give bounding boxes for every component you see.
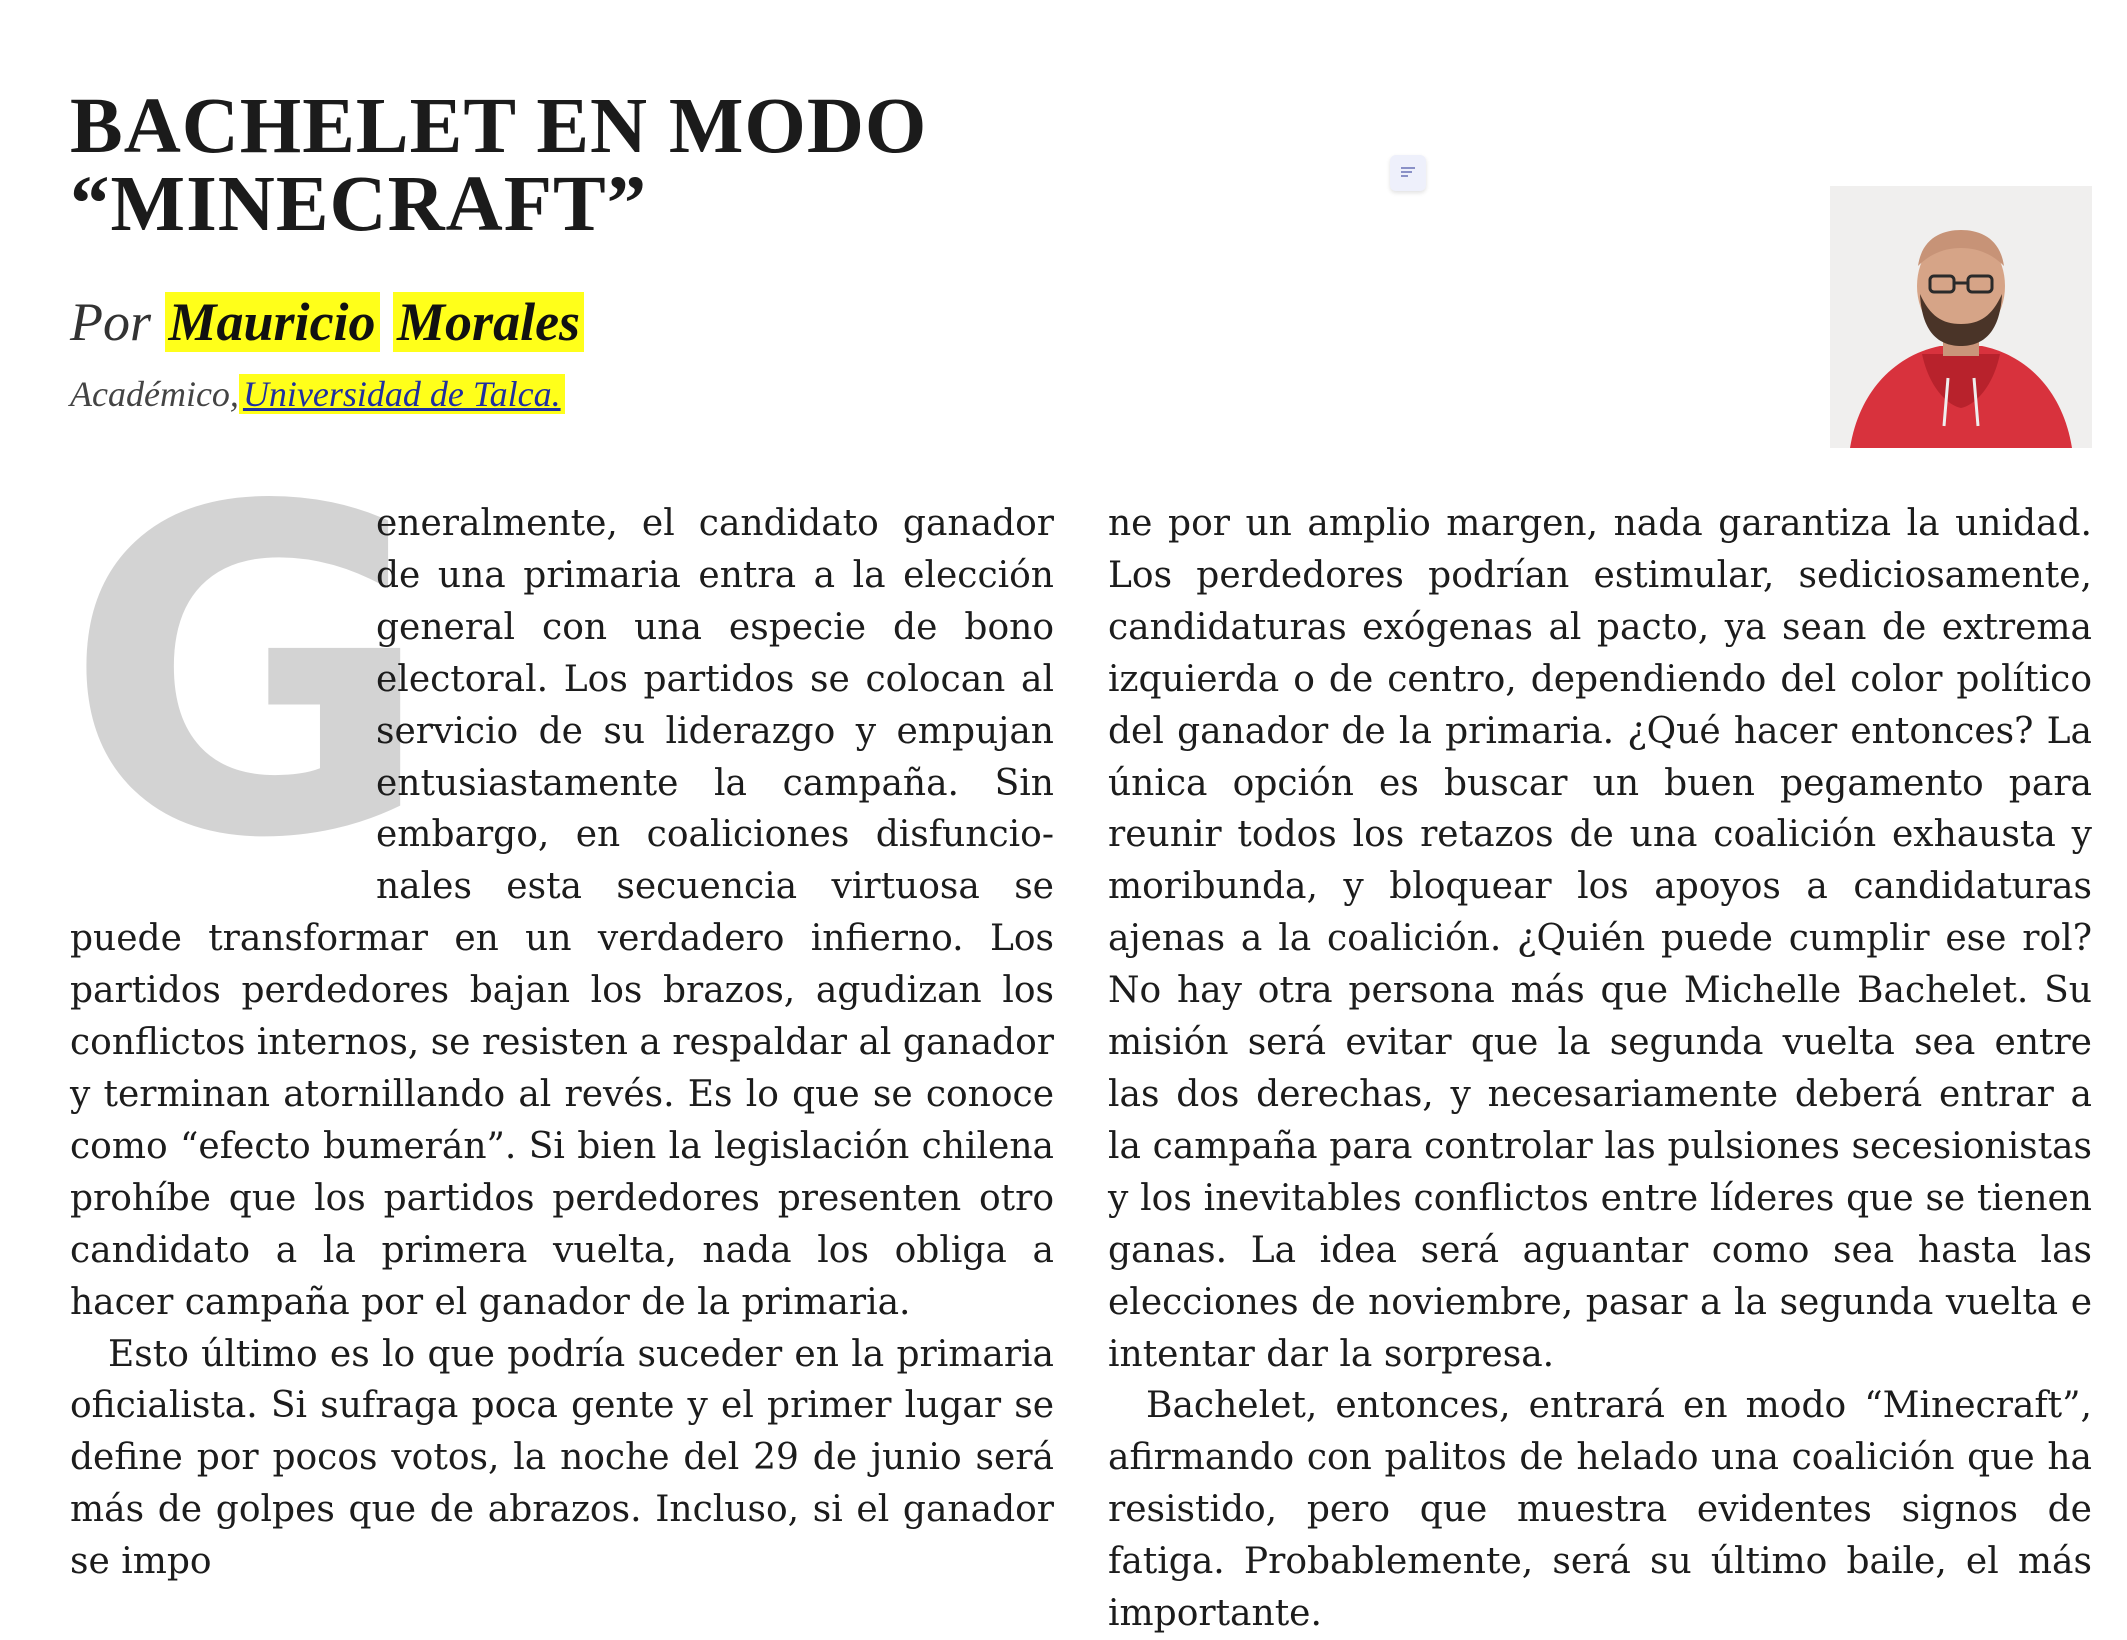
author-first-name[interactable]: Mauricio xyxy=(165,292,380,352)
author-photo xyxy=(1830,186,2092,448)
headline-line-2: “MINECRAFT” xyxy=(70,161,648,248)
author-last-name[interactable]: Morales xyxy=(393,292,584,352)
article-column-right xyxy=(1108,498,2092,1640)
headline-line-1: BACHELET EN MODO xyxy=(70,83,928,170)
paragraph-3: ne por un amplio margen, nada garantiza la unidad. Los perdedores podrían estimular, sediciosamente, candidaturas exógenas al pacto, ya sean de extrema izquierda o de centro, dependiendo del color político del ganador de la primaria. ¿Qué hacer entonces? La única opción es buscar un buen pegamento para reunir todos los retazos de una coalición exhausta y moribunda, y bloquear los apoyos a candidaturas ajenas a la coalición. ¿Quién puede cumplir ese rol? No hay otra persona más que Michelle Bachelet. Su misión será evitar que la segunda vuelta sea entre las dos derechas, y necesariamente deberá entrar a la campaña para controlar las pulsiones secesionistas y los inevitables conflictos entre líderes que se tienen ganas. La idea será aguantar como sea hasta las elecciones de noviembre, pasar a la segunda vuelta e intentar dar la sorpresa. xyxy=(1108,503,2092,1375)
author-affiliation xyxy=(70,370,565,418)
drop-cap-space xyxy=(70,498,376,862)
paragraph-1: eneralmente, el candidato ganador de una primaria entra a la elección general con una especie de bono electoral. Los partidos se colocan al servicio de su liderazgo y empujan entusiastamente la campaña. Sin embargo, en coaliciones disfuncionales esta secuencia virtuosa se puede transformar en un verdadero infierno. Los partidos perdedores bajan los brazos, agudizan los conflictos internos, se resisten a respaldar al ganador y terminan atornillando al revés. Es lo que se conoce como “efecto bumerán”. Si bien la legislación chilena prohíbe que los partidos perdedores presenten otro candidato a la primera vuelta, nada los obliga a hacer campaña por el ganador de la primaria. xyxy=(70,503,1054,1323)
svg-text:G: G xyxy=(64,413,434,937)
byline-prefix: Por xyxy=(70,292,151,352)
article-headline xyxy=(70,83,1170,248)
affiliation-institution-link[interactable]: Universidad de Talca. xyxy=(239,374,565,414)
article-column-left xyxy=(70,498,1054,1588)
comment-icon xyxy=(1400,166,1416,178)
byline xyxy=(70,290,584,354)
paragraph-4: Bachelet, entonces, entrará en modo “Minecraft”, afirmando con palitos de helado una coalición que ha resistido, pero que muestra evidentes signos de fatiga. Probablemente, será su último baile, el más importante. xyxy=(1108,1385,2092,1635)
affiliation-role: Académico, xyxy=(70,374,239,414)
paragraph-2: Esto último es lo que podría suceder en la primaria oficialista. Si sufraga poca gente y el primer lugar se define por pocos votos, la noche del 29 de junio será más de golpes que de abrazos. Incluso, si el ganador se impo xyxy=(70,1333,1054,1583)
comment-marker[interactable] xyxy=(1390,155,1426,191)
